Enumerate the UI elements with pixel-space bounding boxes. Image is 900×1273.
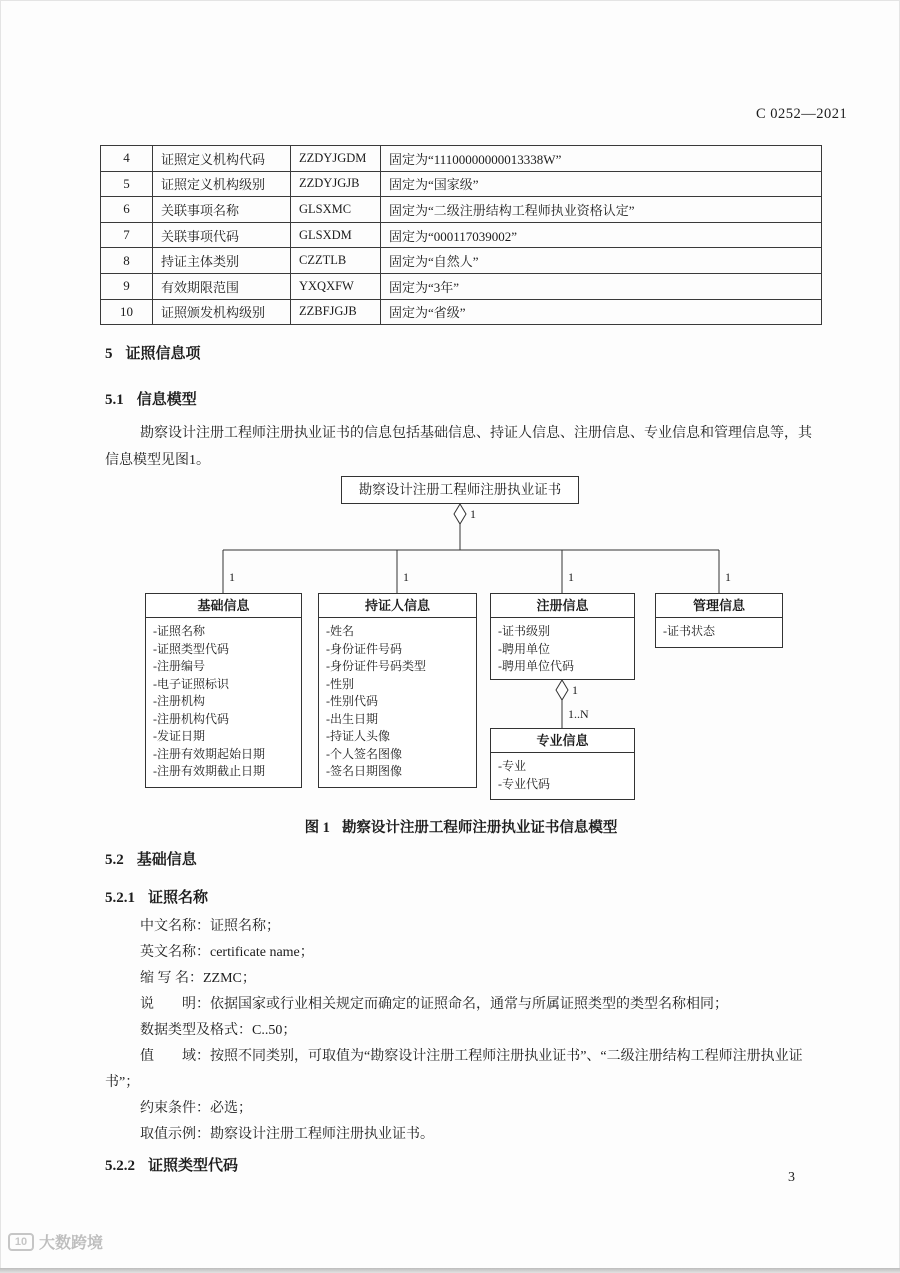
class-attribute: -发证日期 bbox=[153, 729, 205, 743]
table-row bbox=[101, 299, 822, 325]
class-attribute: -证照类型代码 bbox=[153, 641, 229, 656]
section-number: 5.2 bbox=[105, 852, 124, 868]
figure-title: 勘察设计注册工程师注册执业证书信息模型 bbox=[341, 820, 618, 836]
section-number: 5 bbox=[105, 346, 113, 362]
cell-item-name: 有效期限范围 bbox=[153, 273, 291, 299]
class-box-management-info bbox=[655, 593, 783, 648]
spec-table bbox=[100, 145, 822, 325]
class-attribute-list bbox=[656, 618, 782, 647]
cell-row-number: 6 bbox=[101, 197, 153, 223]
class-attribute: -个人签名图像 bbox=[326, 746, 402, 761]
scan-edge-strip bbox=[0, 1268, 900, 1273]
class-attribute: -身份证件号码 bbox=[326, 641, 402, 656]
multiplicity-label-basic: 1 bbox=[229, 570, 235, 584]
page-number: 3 bbox=[788, 1170, 795, 1185]
section-5-heading bbox=[105, 342, 201, 363]
class-attribute: -身份证件号码类型 bbox=[326, 659, 426, 673]
class-attribute: -专业代码 bbox=[498, 776, 550, 791]
class-title: 专业信息 bbox=[491, 729, 634, 753]
multiplicity-label-root: 1 bbox=[470, 507, 476, 521]
class-box-registration-info bbox=[490, 593, 635, 680]
class-attribute: -证书状态 bbox=[663, 624, 715, 638]
class-attribute: -电子证照标识 bbox=[153, 676, 229, 691]
cell-item-name: 证照定义机构级别 bbox=[153, 171, 291, 197]
cell-item-code: ZZBFJGJB bbox=[291, 299, 381, 325]
figure-label: 图 1 bbox=[304, 820, 330, 836]
aggregation-diamond-registration bbox=[556, 680, 568, 700]
cell-item-name: 关联事项代码 bbox=[153, 222, 291, 248]
section-title: 证照名称 bbox=[148, 890, 209, 906]
table-row bbox=[101, 222, 822, 248]
multiplicity-label-holder: 1 bbox=[403, 570, 409, 584]
spec-table-body bbox=[101, 146, 822, 325]
doc-number: C 0252—2021 bbox=[756, 106, 848, 122]
class-attribute-list bbox=[491, 618, 634, 682]
attribute-detail-line: 说 明：依据国家或行业相关规定而确定的证照命名，通常与所属证照类型的类型名称相同； bbox=[140, 997, 728, 1012]
section-number: 5.2.1 bbox=[105, 890, 135, 906]
attribute-detail-line: 值 域：按照不同类别，可取值为“勘察设计注册工程师注册执业证书”、“二级注册结构工程师注册执业证书”； bbox=[105, 1049, 803, 1090]
cell-item-code: YXQXFW bbox=[291, 273, 381, 299]
section-5-2-1-heading bbox=[105, 886, 208, 907]
cell-row-number: 5 bbox=[101, 171, 153, 197]
class-attribute: -出生日期 bbox=[326, 711, 378, 726]
section-number: 5.1 bbox=[105, 392, 124, 408]
section-title: 基础信息 bbox=[136, 852, 197, 868]
class-attribute: -聘用单位代码 bbox=[498, 659, 574, 673]
watermark bbox=[8, 1230, 103, 1253]
class-title: 持证人信息 bbox=[319, 594, 476, 618]
class-attribute: -证书级别 bbox=[498, 624, 550, 638]
multiplicity-label-registration: 1 bbox=[568, 570, 574, 584]
class-attribute-list bbox=[146, 618, 301, 787]
cell-item-code: CZZTLB bbox=[291, 248, 381, 274]
cell-item-value: 固定为“11100000000013338W” bbox=[381, 146, 822, 172]
table-row bbox=[101, 273, 822, 299]
attribute-detail-line: 数据类型及格式：C..50； bbox=[140, 1023, 297, 1038]
class-attribute: -注册机构代码 bbox=[153, 711, 229, 726]
cell-item-name: 持证主体类别 bbox=[153, 248, 291, 274]
aggregation-diamond-root bbox=[454, 504, 466, 524]
section-title: 信息模型 bbox=[136, 392, 197, 408]
cell-item-name: 证照定义机构代码 bbox=[153, 146, 291, 172]
class-attribute: -持证人头像 bbox=[326, 729, 390, 743]
table-row bbox=[101, 248, 822, 274]
cell-row-number: 4 bbox=[101, 146, 153, 172]
class-title: 注册信息 bbox=[491, 594, 634, 618]
figure-caption bbox=[100, 816, 822, 837]
cell-row-number: 10 bbox=[101, 299, 153, 325]
class-box-basic-info bbox=[145, 593, 302, 788]
attribute-detail-list bbox=[105, 914, 821, 1148]
class-attribute-list bbox=[491, 753, 634, 799]
section-title: 证照类型代码 bbox=[148, 1158, 239, 1174]
cell-item-value: 固定为“自然人” bbox=[381, 248, 822, 274]
watermark-logo-icon: 10 bbox=[8, 1233, 34, 1251]
attribute-detail-line: 英文名称：certificate name； bbox=[140, 945, 314, 960]
cell-item-code: GLSXDM bbox=[291, 222, 381, 248]
cell-item-value: 固定为“国家级” bbox=[381, 171, 822, 197]
multiplicity-label-management: 1 bbox=[725, 570, 731, 584]
cell-item-code: ZZDYJGDM bbox=[291, 146, 381, 172]
cell-item-name: 证照颁发机构级别 bbox=[153, 299, 291, 325]
class-title: 基础信息 bbox=[146, 594, 301, 618]
table-row bbox=[101, 146, 822, 172]
class-attribute: -性别 bbox=[326, 676, 354, 691]
class-title: 管理信息 bbox=[656, 594, 782, 618]
class-attribute: -证照名称 bbox=[153, 624, 205, 638]
information-model-diagram bbox=[0, 470, 900, 810]
cell-item-value: 固定为“二级注册结构工程师执业资格认定” bbox=[381, 197, 822, 223]
class-attribute: -注册机构 bbox=[153, 694, 205, 708]
class-attribute: -专业 bbox=[498, 759, 526, 773]
cell-item-value: 固定为“3年” bbox=[381, 273, 822, 299]
cell-item-code: ZZDYJGJB bbox=[291, 171, 381, 197]
section-5-1-paragraph: 勘察设计注册工程师注册执业证书的信息包括基础信息、持证人信息、注册信息、专业信息和管理信息等，其信息模型见图1。 bbox=[105, 426, 812, 468]
class-attribute: -注册编号 bbox=[153, 659, 205, 673]
class-attribute-list bbox=[319, 618, 476, 787]
section-number: 5.2.2 bbox=[105, 1158, 135, 1174]
cell-item-code: GLSXMC bbox=[291, 197, 381, 223]
watermark-text: 大数跨境 bbox=[39, 1235, 104, 1252]
section-5-1-heading bbox=[105, 388, 197, 409]
class-box-root: 勘察设计注册工程师注册执业证书 bbox=[341, 476, 579, 504]
attribute-detail-line: 约束条件：必选； bbox=[140, 1101, 252, 1116]
class-attribute: -姓名 bbox=[326, 624, 354, 638]
class-attribute: -注册有效期截止日期 bbox=[153, 764, 265, 778]
cell-row-number: 9 bbox=[101, 273, 153, 299]
class-box-specialty-info bbox=[490, 728, 635, 800]
attribute-detail-line: 缩 写 名：ZZMC； bbox=[140, 971, 256, 986]
section-5-2-2-heading bbox=[105, 1154, 238, 1175]
attribute-detail-line: 中文名称：证照名称； bbox=[140, 919, 280, 934]
multiplicity-label-sub-near: 1 bbox=[572, 683, 578, 697]
section-title: 证照信息项 bbox=[125, 346, 201, 362]
cell-item-value: 固定为“000117039002” bbox=[381, 222, 822, 248]
class-attribute: -聘用单位 bbox=[498, 641, 550, 656]
cell-row-number: 8 bbox=[101, 248, 153, 274]
table-row bbox=[101, 171, 822, 197]
section-5-2-heading bbox=[105, 848, 197, 869]
cell-row-number: 7 bbox=[101, 222, 153, 248]
cell-item-value: 固定为“省级” bbox=[381, 299, 822, 325]
class-attribute: -性别代码 bbox=[326, 694, 378, 708]
class-attribute: -注册有效期起始日期 bbox=[153, 746, 265, 761]
attribute-detail-line: 取值示例：勘察设计注册工程师注册执业证书。 bbox=[140, 1127, 434, 1142]
multiplicity-label-sub-range: 1..N bbox=[568, 707, 589, 721]
table-row bbox=[101, 197, 822, 223]
cell-item-name: 关联事项名称 bbox=[153, 197, 291, 223]
class-attribute: -签名日期图像 bbox=[326, 764, 402, 778]
class-box-holder-info bbox=[318, 593, 477, 788]
